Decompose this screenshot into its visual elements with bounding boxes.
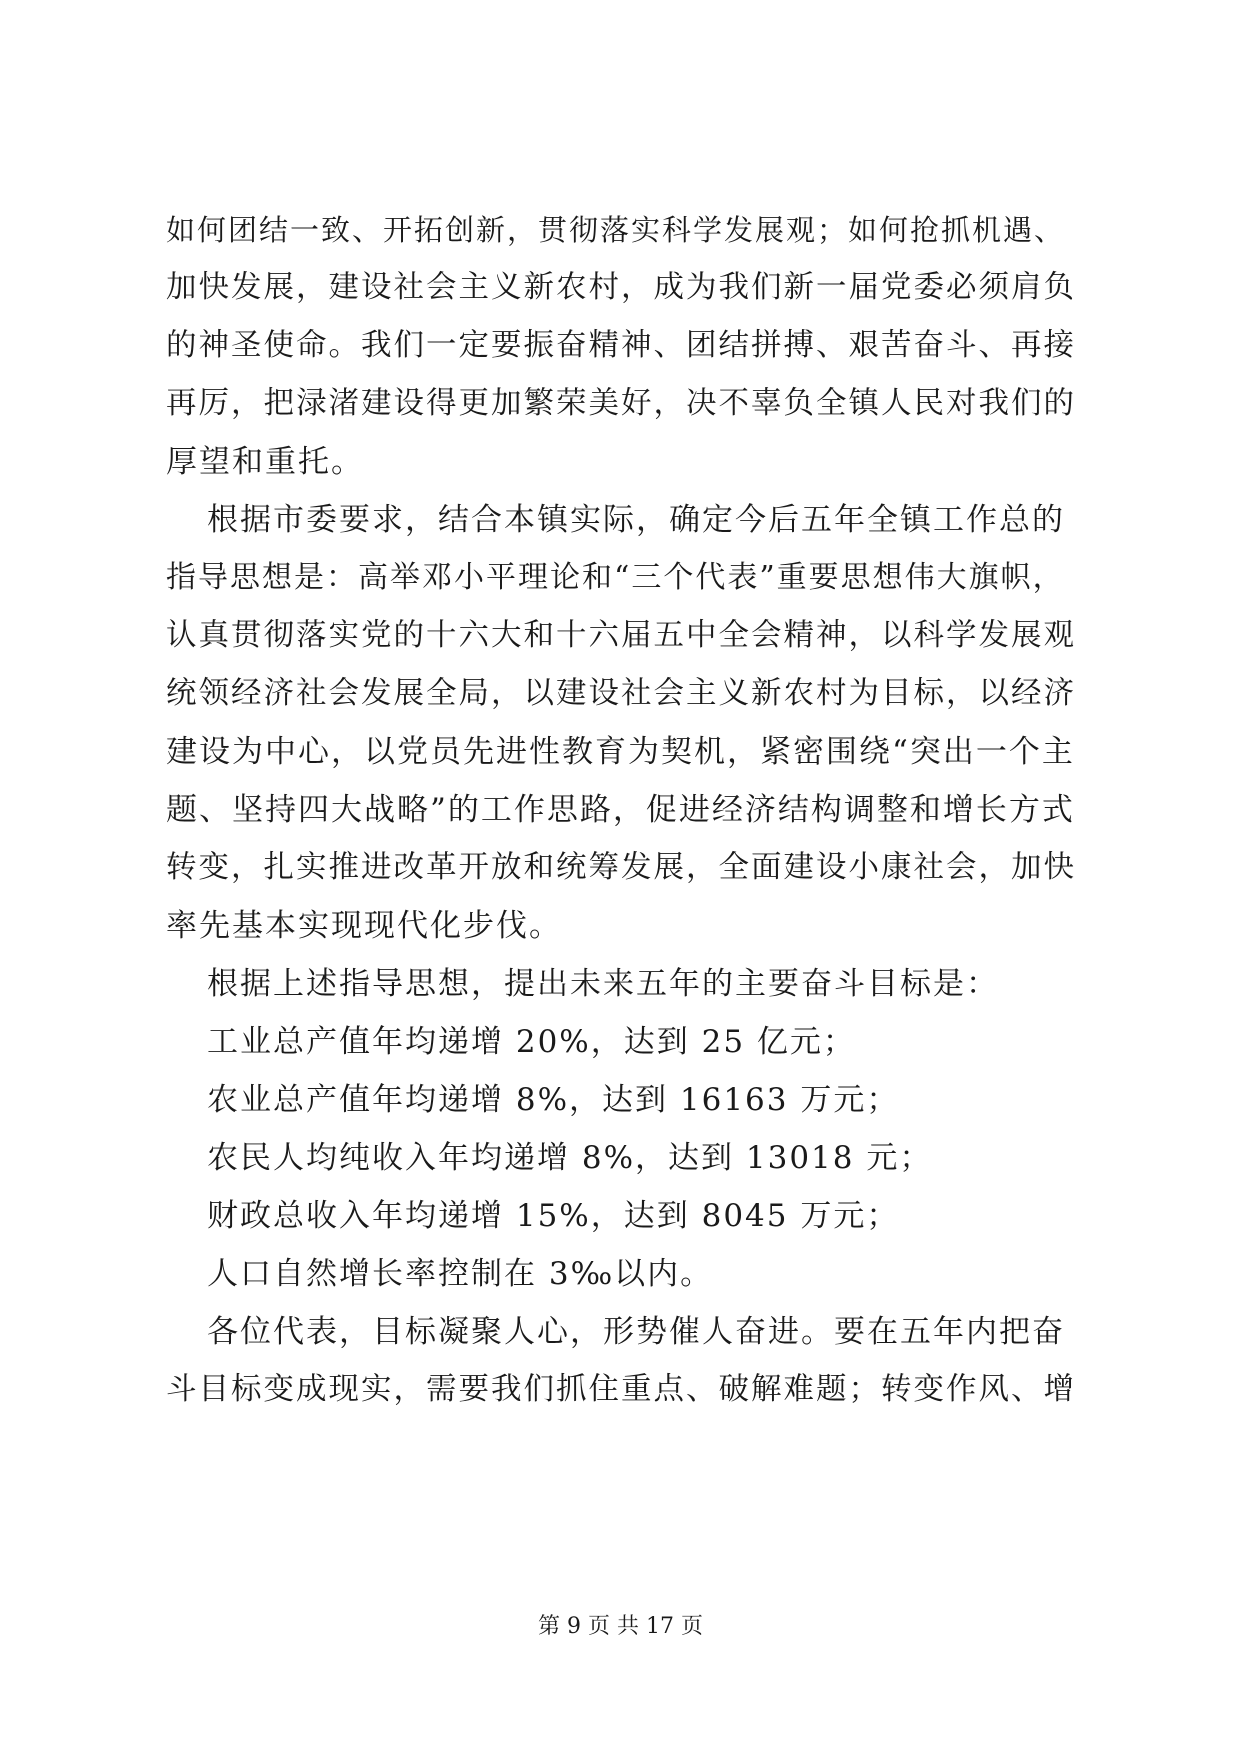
- text-line: 各位代表，目标凝聚人心，形势催人奋进。要在五年内把奋: [207, 1314, 1065, 1350]
- goal-line: 农业总产值年均递增 8%，达到 16163 万元；: [207, 1082, 900, 1118]
- text-line: 转变，扎实推进改革开放和统筹发展，全面建设小康社会，加快: [166, 850, 1076, 885]
- text-line: 再厉，把渌渚建设得更加繁荣美好，决不辜负全镇人民对我们的: [166, 386, 1076, 421]
- text-line: 建设为中心，以党员先进性教育为契机，紧密围绕“突出一个主: [166, 734, 1075, 770]
- text-line: 率先基本实现现代化步伐。: [166, 908, 562, 944]
- goal-line: 工业总产值年均递增 20%，达到 25 亿元；: [207, 1024, 856, 1060]
- text-line: 如何团结一致、开拓创新，贯彻落实科学发展观；如何抢抓机遇、: [166, 213, 1066, 247]
- page-footer: 第 9 页 共 17 页: [538, 1614, 703, 1639]
- goal-line: 农民人均纯收入年均递增 8%，达到 13018 元；: [207, 1140, 933, 1176]
- text-line: 题、坚持四大战略”的工作思路，促进经济结构调整和增长方式: [166, 792, 1075, 828]
- text-line: 统领经济社会发展全局，以建设社会主义新农村为目标，以经济: [166, 676, 1076, 711]
- text-line: 指导思想是：高举邓小平理论和“三个代表”重要思想伟大旗帜，: [166, 560, 1065, 595]
- text-line: 的神圣使命。我们一定要振奋精神、团结拼搏、艰苦奋斗、再接: [166, 328, 1076, 363]
- goal-line: 人口自然增长率控制在 3‰以内。: [207, 1256, 714, 1292]
- text-line: 认真贯彻落实党的十六大和十六届五中全会精神，以科学发展观: [166, 618, 1076, 653]
- text-line: 根据市委要求，结合本镇实际，确定今后五年全镇工作总的: [207, 502, 1065, 538]
- goal-line: 财政总收入年均递增 15%，达到 8045 万元；: [207, 1198, 900, 1234]
- text-line: 厚望和重托。: [166, 444, 364, 480]
- text-line: 加快发展，建设社会主义新农村，成为我们新一届党委必须肩负: [166, 270, 1076, 305]
- text-line: 根据上述指导思想，提出未来五年的主要奋斗目标是：: [207, 966, 999, 1002]
- text-line: 斗目标变成现实，需要我们抓住重点、破解难题；转变作风、增: [166, 1372, 1076, 1407]
